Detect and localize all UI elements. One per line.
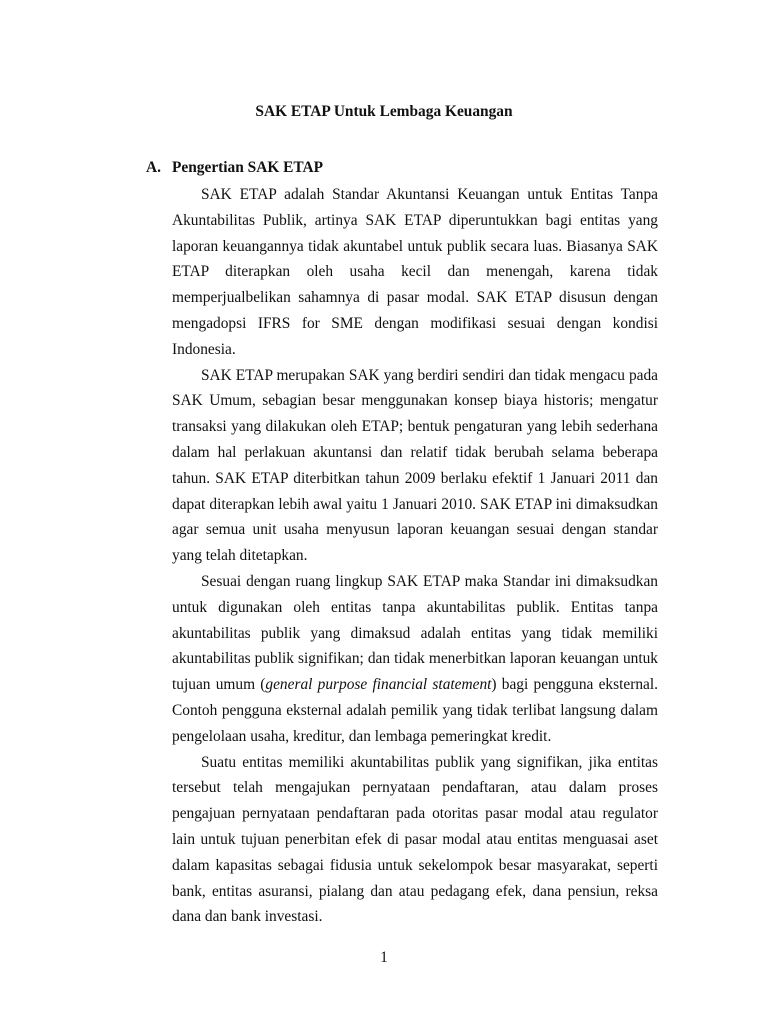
section-heading	[146, 158, 323, 178]
page-number: 1	[380, 949, 388, 966]
paragraph-1: SAK ETAP adalah Standar Akuntansi Keuangan untuk Entitas Tanpa Akuntabilitas Publik, artinya SAK ETAP diperuntukkan bagi entitas yang laporan keuangannya tidak akuntabel untuk publik secara luas. Biasanya SAK ETAP diterapkan oleh usaha kecil dan menengah, karena tidak memperjualbelikan sahamnya di pasar modal. SAK ETAP disusun dengan mengadopsi IFRS for SME dengan modifikasi sesuai dengan kondisi Indonesia.	[172, 186, 658, 358]
paragraph-3-text-start: Sesuai dengan ruang lingkup SAK ETAP maka Standar ini dimaksudkan untuk digunakan oleh entitas tanpa akuntabilitas publik. Entitas tanpa akuntabilitas publik yang dimaksud adalah entitas yang tidak memiliki akuntabilitas publik signifikan; dan tidak menerbitkan laporan keuangan untuk tujuan umum (	[172, 572, 658, 694]
section-letter: A.	[146, 159, 161, 176]
section-heading-text: Pengertian SAK ETAP	[172, 159, 324, 176]
paragraph-3-italic-term: general purpose financial statement	[265, 676, 492, 694]
paragraph-3-text-end: ) bagi pengguna eksternal. Contoh pengguna eksternal adalah pemilik yang tidak terlibat langsung dalam pengelolaan usaha, kreditur, dan lembaga pemeringkat kredit.	[172, 676, 658, 745]
paragraph-3	[172, 569, 658, 750]
paragraph-4: Suatu entitas memiliki akuntabilitas publik yang signifikan, jika entitas tersebut telah mengajukan pernyataan pendaftaran, atau dalam proses pengajuan pernyataan pendaftaran pada otoritas pasar modal atau regulator lain untuk tujuan penerbitan efek di pasar modal atau entitas menguasai aset dalam kapasitas sebagai fidusia untuk sekelompok besar masyarakat, seperti bank, entitas asuransi, pialang dan atau pedagang efek, dana pensiun, reksa dana dan bank investasi.	[172, 753, 658, 926]
document-title: SAK ETAP Untuk Lembaga Keuangan	[255, 103, 513, 120]
paragraph-2: SAK ETAP merupakan SAK yang berdiri sendiri dan tidak mengacu pada SAK Umum, sebagian besar menggunakan konsep biaya historis; mengatur transaksi yang dilakukan oleh ETAP; bentuk pengaturan yang lebih sederhana dalam hal perlakuan akuntansi dan relatif tidak berubah selama beberapa tahun. SAK ETAP diterbitkan tahun 2009 berlaku efektif 1 Januari 2011 dan dapat diterapkan lebih awal yaitu 1 Januari 2010. SAK ETAP ini dimaksudkan agar semua unit usaha menyusun laporan keuangan sesuai dengan standar yang telah ditetapkan.	[172, 366, 658, 565]
section-body	[172, 182, 658, 930]
